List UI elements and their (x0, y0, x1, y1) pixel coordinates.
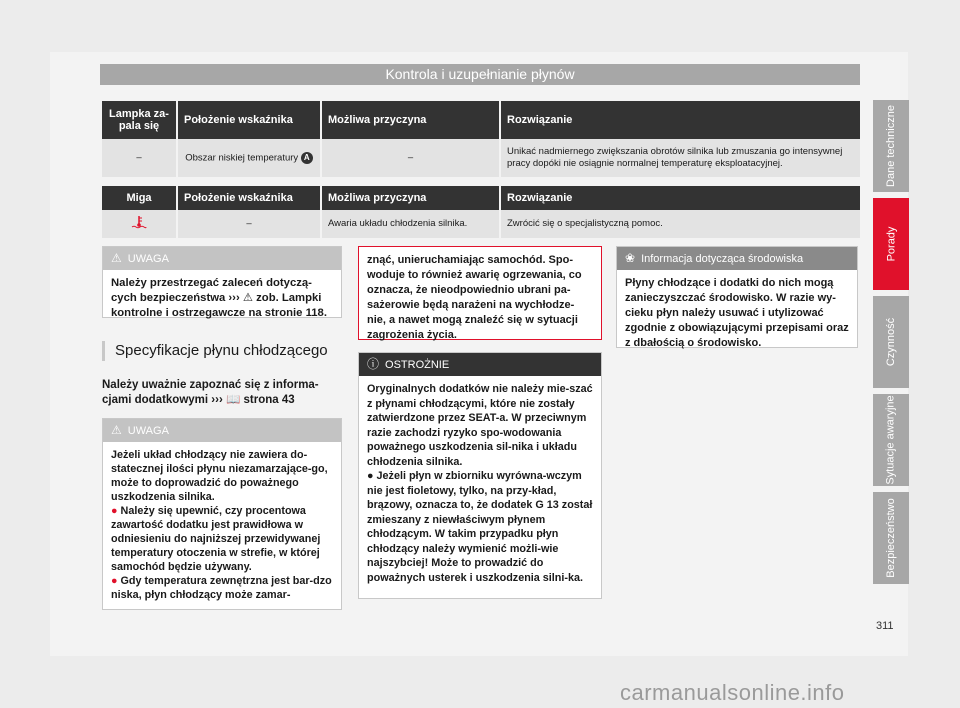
table-header-row (102, 101, 860, 139)
tab-sytuacje-awaryjne[interactable]: Sytuacje awaryjne (873, 394, 909, 486)
warning-triangle-icon: ⚠ (111, 423, 122, 437)
warning-box-safety (102, 246, 342, 318)
book-icon: 📖 (226, 394, 241, 406)
page-number: 311 (876, 620, 894, 632)
warning-box-coolant (102, 418, 342, 610)
col-solution: Rozwiązanie (500, 101, 860, 139)
caution-text: Oryginalnych dodatków nie należy mie-szać z płynami chłodzącymi, które nie zostały zatwierdzone przez SEAT-a. W przeciwnym razie zachodzi ryzyko spo-wodowania poważnego uszkodzenia sil-nika i układu chłodzenia silnika. ● Jeżeli płyn w zbiorniku wyrówna-wczym nie jest fioletowy, tylko, na przy-kład, brązowy, oznacza to, że dodatek G 13 został zmieszany z niewłaściwym płynem chłodzącym. W takim przypadku płyn chłodzący należy wymienić możli-wie najszybciej! Może to prowadzić do poważnych usterek i uszkodzenia silni-ka. (367, 383, 593, 584)
environment-box (616, 246, 858, 348)
warning-continued-text: znąć, unieruchamiając samochód. Spo-woduje to również awarię ogrzewania, co oznacza, że nieodpowiednio ubrani pa-sażerowie będą narażeni na wychłodze-nie, a nawet mogą znaleźć się w sytuacji zagrożenia życia. (367, 254, 582, 341)
warning-triangle-icon: ⚠ (242, 292, 253, 304)
warning-text: Jeżeli układ chłodzący nie zawiera do-statecznej ilości płynu niezamarzające-go, może to doprowadzić do poważnego uszkodzenia silnika. ● Należy się upewnić, czy procentowa zawartość dodatku jest prawidłowa w odniesieniu do najniższej przewidywanej temperatury otoczenia w strefie, w której samochód będzie używany. ● Gdy temperatura zewnętrzna jest bar-dzo niska, płyn chłodzący może zamar- (111, 449, 332, 601)
bullet-icon: ● (111, 505, 118, 517)
warning-box-continued (358, 246, 602, 340)
col-position: Położenie wskaźnika (177, 186, 321, 210)
cell-cause: Awaria układu chłodzenia silnika. (321, 210, 500, 238)
warning-header (103, 247, 341, 270)
marker-a-icon: A (301, 152, 313, 164)
col-cause: Możliwa przyczyna (321, 101, 500, 139)
leaf-icon: ❀ (625, 251, 636, 265)
col-position: Położenie wskaźnika (177, 101, 321, 139)
warning-header (103, 419, 341, 442)
indicator-table-blinking (102, 186, 860, 238)
cell-position: – (177, 210, 321, 238)
link-page-43[interactable]: strona 43 (243, 394, 295, 406)
cell-lamp: – (102, 139, 177, 177)
tab-porady[interactable]: Porady (873, 198, 909, 290)
caution-box (358, 352, 602, 599)
page-title: Kontrola i uzupełnianie płynów (100, 64, 860, 85)
warning-title: UWAGA (127, 425, 169, 437)
table-row (102, 210, 860, 238)
bullet-icon: ● (111, 575, 118, 587)
position-text: Obszar niskiej temperatury (185, 152, 299, 164)
link-warning-lights[interactable]: zob. Lampki kontrolne i ostrzegawcze na stronie 118. (111, 292, 327, 319)
caution-header (359, 353, 601, 376)
section-heading: Specyfikacje płynu chłodzącego (102, 341, 328, 361)
intro-paragraph: Należy uważnie zapoznać się z informa-cjami dodatkowymi ››› 📖 strona 43 (102, 379, 319, 406)
coolant-temperature-icon (131, 215, 147, 229)
col-lamp: Miga (102, 186, 177, 210)
col-solution: Rozwiązanie (500, 186, 860, 210)
cell-cause: – (321, 139, 500, 177)
tab-czynnosc[interactable]: Czynność (873, 296, 909, 388)
tab-dane-techniczne[interactable]: Dane techniczne (873, 100, 909, 192)
exclamation-icon: ⓘ (367, 357, 380, 371)
caution-title: OSTROŻNIE (385, 359, 450, 371)
cell-lamp (102, 210, 177, 238)
environment-header (617, 247, 857, 270)
table-header-row (102, 186, 860, 210)
tab-bezpieczenstwo[interactable]: Bezpieczeństwo (873, 492, 909, 584)
bullet-icon: ● (367, 470, 374, 482)
cell-solution: Unikać nadmiernego zwiększania obrotów silnika lub zmuszania go intensywnej pracy dopóki nie osiągnie normalnej temperaturę eksploatacyjnej. (500, 139, 860, 177)
indicator-table-lights (102, 101, 860, 177)
cell-position (177, 139, 321, 177)
col-lamp: Lampka za- pala się (102, 101, 177, 139)
cell-solution: Zwrócić się o specjalistyczną pomoc. (500, 210, 860, 238)
table-row (102, 139, 860, 177)
environment-title: Informacja dotycząca środowiska (641, 253, 804, 265)
environment-text: Płyny chłodzące i dodatki do nich mogą zanieczyszczać środowisko. W razie wy-cieku płyn należy usuwać i utylizować zgodnie z obowiązującymi przepisami oraz z dbałością o środowisko. (625, 277, 849, 349)
watermark: carmanualsonline.info (620, 680, 845, 705)
warning-text: Należy przestrzegać zaleceń dotyczą-cych bezpieczeństwa ››› ⚠ zob. Lampki kontrolne i ostrzegawcze na stronie 118. (111, 277, 327, 319)
warning-title: UWAGA (127, 253, 169, 265)
warning-triangle-icon: ⚠ (111, 251, 122, 265)
col-cause: Możliwa przyczyna (321, 186, 500, 210)
